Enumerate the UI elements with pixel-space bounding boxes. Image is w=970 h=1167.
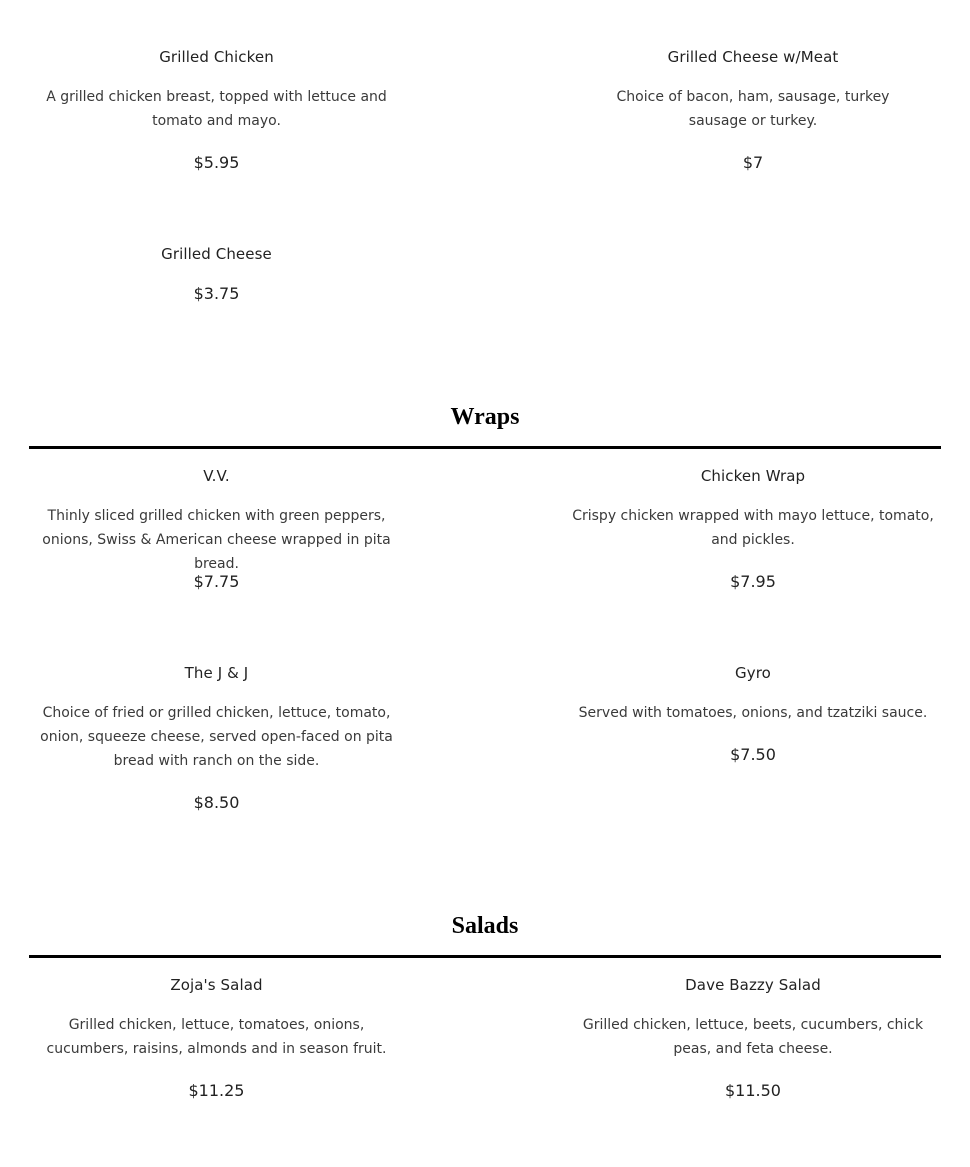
item-name: Dave Bazzy Salad (685, 976, 821, 994)
item-description: Thinly sliced grilled chicken with green peppers, onions, Swiss & American cheese wrapped in pita bread. (42, 508, 391, 572)
section-divider (29, 446, 941, 449)
menu-item-chicken-wrap[interactable] (566, 466, 940, 606)
item-description: Crispy chicken wrapped with mayo lettuce, tomato, and pickles. (572, 508, 934, 548)
item-name: Grilled Cheese (161, 245, 272, 263)
menu-item-grilled-chicken[interactable] (29, 47, 404, 187)
menu-item-zojas-salad[interactable] (29, 975, 404, 1115)
menu-item-gyro[interactable] (566, 663, 940, 778)
item-description: Grilled chicken, lettuce, beets, cucumbers, chick peas, and feta cheese. (582, 1017, 924, 1057)
item-name: Gyro (735, 664, 771, 682)
item-price: $11.25 (188, 1081, 245, 1100)
item-name: Chicken Wrap (700, 467, 806, 485)
item-description: A grilled chicken breast, topped with lettuce and tomato and mayo. (46, 89, 387, 129)
item-name: V.V. (203, 467, 230, 485)
item-name: Grilled Cheese w/Meat (667, 48, 839, 66)
item-price: $7.50 (730, 745, 776, 764)
menu-item-dave-bazzy-salad[interactable] (566, 975, 940, 1115)
item-price: $11.50 (725, 1081, 781, 1100)
item-price: $7.75 (193, 572, 240, 591)
item-price: $5.95 (193, 153, 240, 172)
item-description: Choice of fried or grilled chicken, lettuce, tomato, onion, squeeze cheese, served open-faced on pita bread with ranch on the side. (40, 705, 393, 769)
item-name: The J & J (184, 664, 249, 682)
item-description: Served with tomatoes, onions, and tzatziki sauce. (578, 705, 928, 721)
item-description: Grilled chicken, lettuce, tomatoes, onions, cucumbers, raisins, almonds and in season fruit. (46, 1017, 387, 1057)
section-divider (29, 955, 941, 958)
menu-item-grilled-cheese-w-meat[interactable] (566, 47, 940, 187)
menu-item-vv[interactable] (29, 466, 404, 606)
item-price: $3.75 (193, 284, 240, 303)
item-description: Choice of bacon, ham, sausage, turkey sausage or turkey. (616, 89, 890, 129)
item-price: $7.95 (730, 572, 776, 591)
section-title-salads: Salads (451, 913, 519, 939)
item-name: Zoja's Salad (170, 976, 263, 994)
item-price: $7 (742, 153, 764, 172)
section-title-wraps: Wraps (450, 404, 520, 430)
menu-item-grilled-cheese[interactable] (29, 244, 404, 314)
item-price: $8.50 (193, 793, 240, 812)
item-name: Grilled Chicken (159, 48, 274, 66)
menu-item-the-j-and-j[interactable] (29, 663, 404, 828)
